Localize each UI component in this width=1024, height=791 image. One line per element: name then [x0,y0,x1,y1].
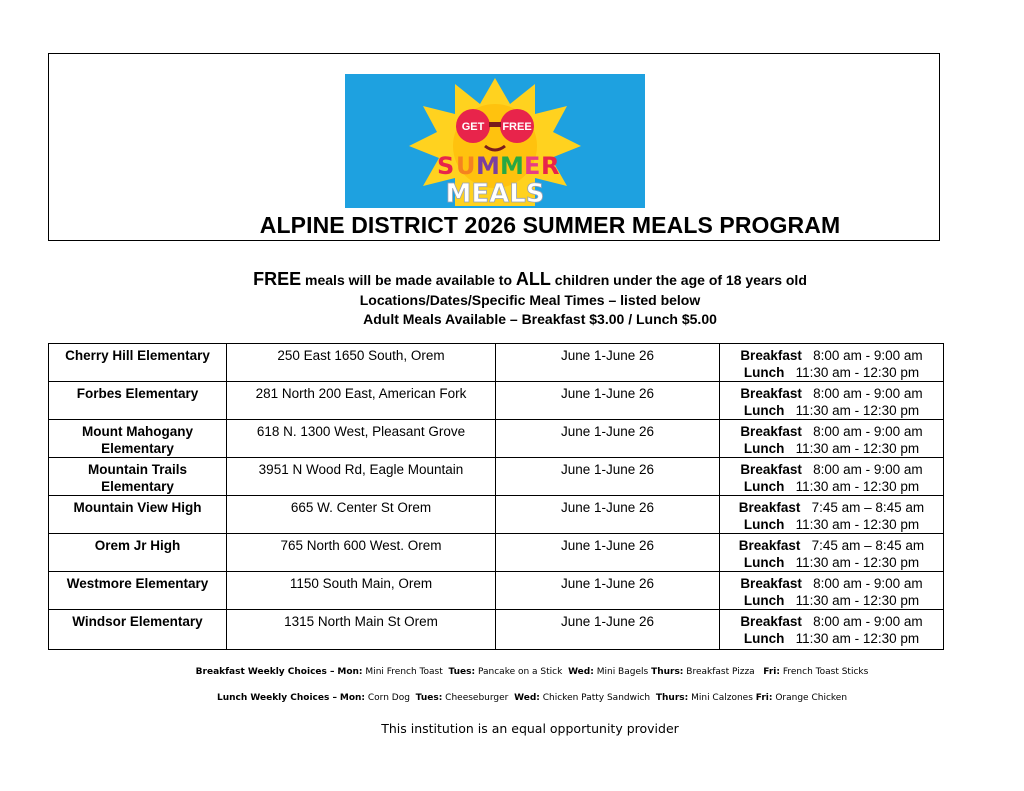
site-address: 765 North 600 West. Orem [227,534,496,572]
site-name: Westmore Elementary [49,572,227,610]
site-name: Windsor Elementary [49,610,227,650]
day-label: Tues: [448,667,476,677]
site-name: Mountain View High [49,496,227,534]
lunch-label: Lunch [743,441,785,456]
intro-block [0,268,1024,329]
menu-item: Mini Calzones [691,693,753,703]
table-row [49,610,944,650]
intro-line-2: Locations/Dates/Specific Meal Times – listed below [359,292,701,308]
breakfast-time: 8:00 am - 9:00 am [813,386,923,401]
summer-meals-logo [345,74,645,208]
logo-letter-m1: M [476,152,500,180]
lunch-choices [0,693,1024,703]
site-address: 281 North 200 East, American Fork [227,382,496,420]
day-label: Thurs: [655,693,689,703]
day-label: Wed: [568,667,594,677]
logo-get-text: GET [461,121,485,133]
site-dates: June 1-June 26 [496,496,720,534]
table-row [49,344,944,382]
sun-logo-graphic [345,74,645,208]
lunch-time: 11:30 am - 12:30 pm [795,479,920,494]
breakfast-time: 8:00 am - 9:00 am [813,576,923,591]
intro-line-1-mid: meals will be made available to [301,272,516,288]
breakfast-choices [0,667,1024,677]
lunch-label: Lunch [743,517,785,532]
breakfast-time: 7:45 am – 8:45 am [811,500,925,515]
site-address: 618 N. 1300 West, Pleasant Grove [227,420,496,458]
table-row [49,572,944,610]
intro-line-1-end: children under the age of 18 years old [550,272,807,288]
lunch-time: 11:30 am - 12:30 pm [795,365,920,380]
site-dates: June 1-June 26 [496,610,720,650]
breakfast-time: 7:45 am – 8:45 am [811,538,925,553]
site-meal-times [720,610,944,650]
lunch-time: 11:30 am - 12:30 pm [795,403,920,418]
equal-opportunity-statement: This institution is an equal opportunity provider [381,721,679,736]
menu-item: Corn Dog [367,693,410,703]
day-label: Wed: [514,693,540,703]
breakfast-label: Breakfast [738,500,801,515]
site-address: 250 East 1650 South, Orem [227,344,496,382]
lunch-time: 11:30 am - 12:30 pm [795,631,920,646]
logo-letter-u: U [456,152,476,180]
site-dates: June 1-June 26 [496,572,720,610]
lunch-choices-label: Lunch Weekly Choices – [216,693,337,703]
logo-letter-s: S [437,152,455,180]
breakfast-time: 8:00 am - 9:00 am [813,614,923,629]
menu-item: Orange Chicken [775,693,848,703]
site-meal-times [720,344,944,382]
breakfast-choices-label: Breakfast Weekly Choices – [195,667,335,677]
free-word: FREE [253,269,302,289]
site-meal-times [720,382,944,420]
menu-item: Mini Bagels [596,667,649,677]
breakfast-label: Breakfast [740,462,802,477]
site-dates: June 1-June 26 [496,344,720,382]
day-label: Mon: [337,667,363,677]
lunch-label: Lunch [743,555,785,570]
lunch-label: Lunch [743,631,785,646]
sites-table [48,343,944,650]
site-meal-times [720,534,944,572]
day-label: Fri: [755,693,773,703]
site-address: 3951 N Wood Rd, Eagle Mountain [227,458,496,496]
intro-line-1 [0,268,1024,291]
table-row [49,496,944,534]
site-meal-times [720,420,944,458]
logo-letter-r: R [541,152,560,180]
table-row [49,534,944,572]
lunch-time: 11:30 am - 12:30 pm [795,441,920,456]
breakfast-label: Breakfast [740,386,802,401]
day-label: Thurs: [651,667,684,677]
breakfast-label: Breakfast [738,538,801,553]
site-name: Mount Mahogany Elementary [49,420,227,458]
day-label: Mon: [339,693,366,703]
day-label: Tues: [415,693,443,703]
logo-free-text: FREE [502,121,532,133]
site-address: 1150 South Main, Orem [227,572,496,610]
menu-item: Mini French Toast [365,667,443,677]
lunch-time: 11:30 am - 12:30 pm [795,555,920,570]
table-row [49,458,944,496]
breakfast-label: Breakfast [740,614,802,629]
site-address: 1315 North Main St Orem [227,610,496,650]
logo-letter-e: E [524,152,541,180]
site-meal-times [720,458,944,496]
lunch-label: Lunch [743,479,785,494]
site-name: Forbes Elementary [49,382,227,420]
lunch-label: Lunch [743,403,785,418]
lunch-time: 11:30 am - 12:30 pm [795,517,920,532]
menu-item: Breakfast Pizza [686,667,755,677]
logo-letter-m2: M [500,152,524,180]
menu-item: Cheeseburger [445,693,509,703]
day-label: Fri: [763,667,780,677]
page-title: ALPINE DISTRICT 2026 SUMMER MEALS PROGRAM [259,212,841,238]
site-address: 665 W. Center St Orem [227,496,496,534]
site-dates: June 1-June 26 [496,420,720,458]
site-dates: June 1-June 26 [496,534,720,572]
site-name: Orem Jr High [49,534,227,572]
site-name: Mountain Trails Elementary [49,458,227,496]
lunch-label: Lunch [743,365,785,380]
site-meal-times [720,572,944,610]
breakfast-time: 8:00 am - 9:00 am [813,348,923,363]
menu-item: Chicken Patty Sandwich [542,693,651,703]
site-name: Cherry Hill Elementary [49,344,227,382]
breakfast-time: 8:00 am - 9:00 am [813,462,923,477]
table-row [49,420,944,458]
lunch-time: 11:30 am - 12:30 pm [795,593,920,608]
menu-item: French Toast Sticks [782,667,869,677]
menu-item: Pancake on a Stick [477,667,563,677]
all-word: ALL [515,269,551,289]
intro-line-3: Adult Meals Available – Breakfast $3.00 / Lunch $5.00 [363,311,717,327]
site-dates: June 1-June 26 [496,382,720,420]
breakfast-label: Breakfast [740,348,802,363]
glasses-bridge-icon [489,122,501,127]
breakfast-label: Breakfast [740,576,802,591]
lunch-label: Lunch [743,593,785,608]
logo-meals-text: MEALS [445,179,545,208]
breakfast-label: Breakfast [740,424,802,439]
breakfast-time: 8:00 am - 9:00 am [813,424,923,439]
site-meal-times [720,496,944,534]
site-dates: June 1-June 26 [496,458,720,496]
table-row [49,382,944,420]
